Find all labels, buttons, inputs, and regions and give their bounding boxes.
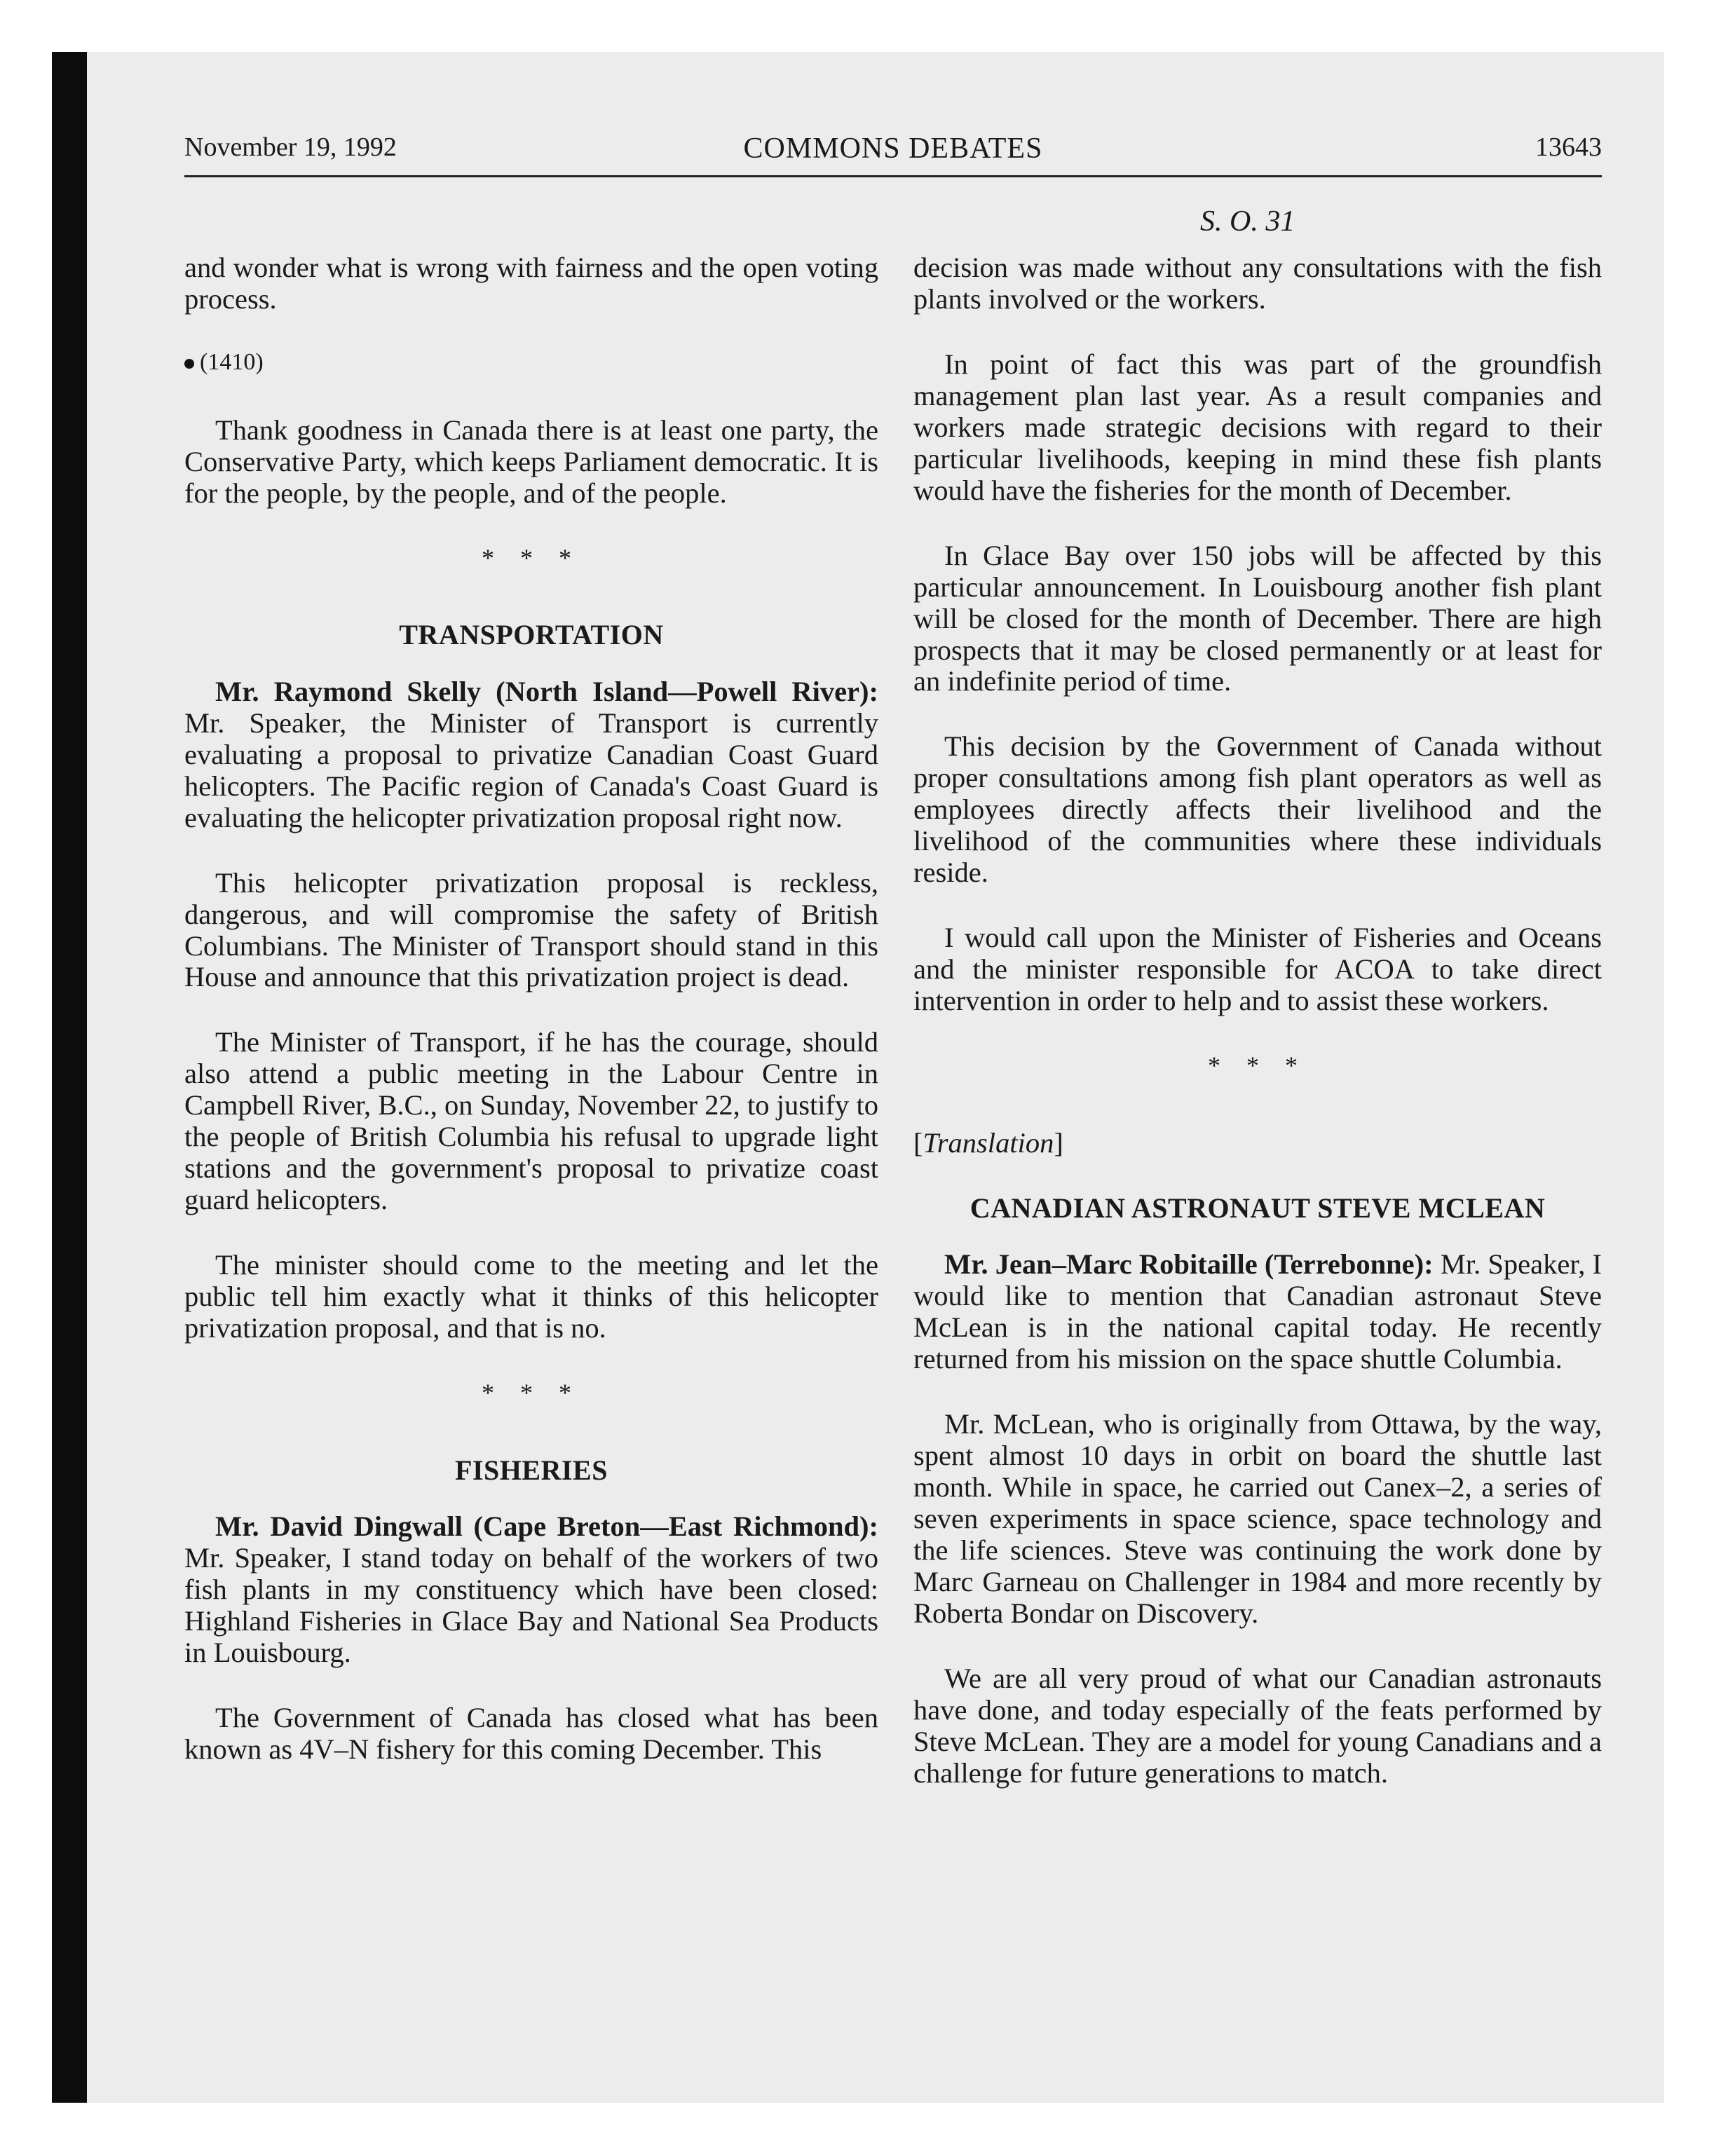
section-heading-astronaut: CANADIAN ASTRONAUT STEVE MCLEAN [969, 1192, 1546, 1224]
paragraph: This helicopter privatization proposal is reckless, dangerous, and will compromise the safety of British Columbians. The Minister of Transport should stand in this House and announce that this privatization project is dead. [184, 866, 878, 993]
translation-label: Translation [923, 1127, 1054, 1159]
header-page-number: 13643 [1535, 132, 1602, 162]
paragraph: Thank goodness in Canada there is at least one party, the Conservative Party, which keeps Parliament democratic. It is for the people, by the people, and of the people. [184, 414, 878, 509]
statement-dingwall [184, 1511, 878, 1669]
paragraph: The Minister of Transport, if he has the courage, should also attend a public meeting in the Labour Centre in Campbell River, B.C., on Sunday, November 22, to justify to the people of British Columbia his refusal to upgrade light stations and the government's proposal to privatize coast guard helicopters. [184, 1026, 878, 1216]
statement-text: Mr. Speaker, I stand today on behalf of the workers of two fish plants in my constituency which have been closed: Highland Fisheries in Glace Bay and National Sea Products in Louisbourg. [184, 1542, 878, 1669]
paragraph-continuation: and wonder what is wrong with fairness and the open voting process. [184, 252, 878, 315]
paragraph: I would call upon the Minister of Fisheries and Oceans and the minister responsible for ACOA to take direct intervention in order to help and to assist these workers. [913, 922, 1602, 1017]
paragraph: We are all very proud of what our Canadian astronauts have done, and today especially of the feats performed by Steve McLean. They are a model for young Canadians and a challenge for future generations to match. [913, 1662, 1602, 1789]
section-heading-fisheries: FISHERIES [455, 1454, 608, 1486]
right-column [913, 252, 1602, 1823]
standing-order-marker: S. O. 31 [1200, 205, 1295, 238]
paragraph: This decision by the Government of Canada without proper consultations among fish plant operators as well as employees directly affects their livelihood and the livelihood of the communities where these individuals reside. [913, 730, 1602, 889]
paragraph: In Glace Bay over 150 jobs will be affected by this particular announcement. In Louisbourg another fish plant will be closed for the month of December. There are high prospects that it may be closed permanently or at least for an indefinite period of time. [913, 539, 1602, 697]
timestamp [184, 349, 878, 376]
left-column [184, 252, 878, 1799]
section-separator: * * * [1208, 1051, 1307, 1080]
paragraph: In point of fact this was part of the groundfish management plan last year. As a result companies and workers made strategic decisions with regard to their particular livelihoods, keeping in mind these fish plants would have the fisheries for the month of December. [913, 348, 1602, 506]
paragraph-continuation: decision was made without any consultations with the fish plants involved or the workers. [913, 252, 1602, 315]
section-separator: * * * [482, 1379, 581, 1407]
section-separator: * * * [482, 543, 581, 572]
statement-robitaille [913, 1249, 1602, 1375]
paragraph: Mr. McLean, who is originally from Ottawa, by the way, spent almost 10 days in orbit on board the shuttle last month. While in space, he carried out Canex–2, a series of seven experiments in space science, space technology and the life sciences. Steve was continuing the work done by Marc Garneau on Challenger in 1984 and more recently by Roberta Bondar on Discovery. [913, 1408, 1602, 1629]
translation-marker: [Translation] [913, 1127, 1063, 1159]
paragraph: The Government of Canada has closed what has been known as 4V–N fishery for this coming December. This [184, 1702, 878, 1766]
statement-skelly [184, 676, 878, 834]
scan-binding-edge [52, 52, 87, 2103]
bullet-icon [184, 359, 194, 369]
speaker-name: Mr. David Dingwall (Cape Breton—East Richmond): [215, 1510, 878, 1543]
paragraph: The minister should come to the meeting and let the public tell him exactly what it thinks of this helicopter privatization proposal, and that is no. [184, 1249, 878, 1344]
statement-text: Mr. Speaker, the Minister of Transport is currently evaluating a proposal to privatize Canadian Coast Guard helicopters. The Pacific region of Canada's Coast Guard is evaluating the helicopter privatization proposal right now. [184, 707, 878, 833]
speaker-name: Mr. Raymond Skelly (North Island—Powell River): [215, 675, 878, 707]
header-date: November 19, 1992 [184, 132, 397, 162]
speaker-name: Mr. Jean–Marc Robitaille (Terrebonne): [944, 1248, 1434, 1281]
statement-text: Mr. Speaker, I would like to mention that Canadian astronaut Steve McLean is in the national capital today. He recently returned from his mission on the space shuttle Columbia. [913, 1248, 1603, 1375]
header-title: COMMONS DEBATES [743, 132, 1043, 165]
page-header [184, 126, 1602, 177]
section-heading-transportation: TRANSPORTATION [399, 619, 664, 651]
scan-margin [0, 0, 52, 2156]
timestamp-text: (1410) [200, 348, 264, 375]
